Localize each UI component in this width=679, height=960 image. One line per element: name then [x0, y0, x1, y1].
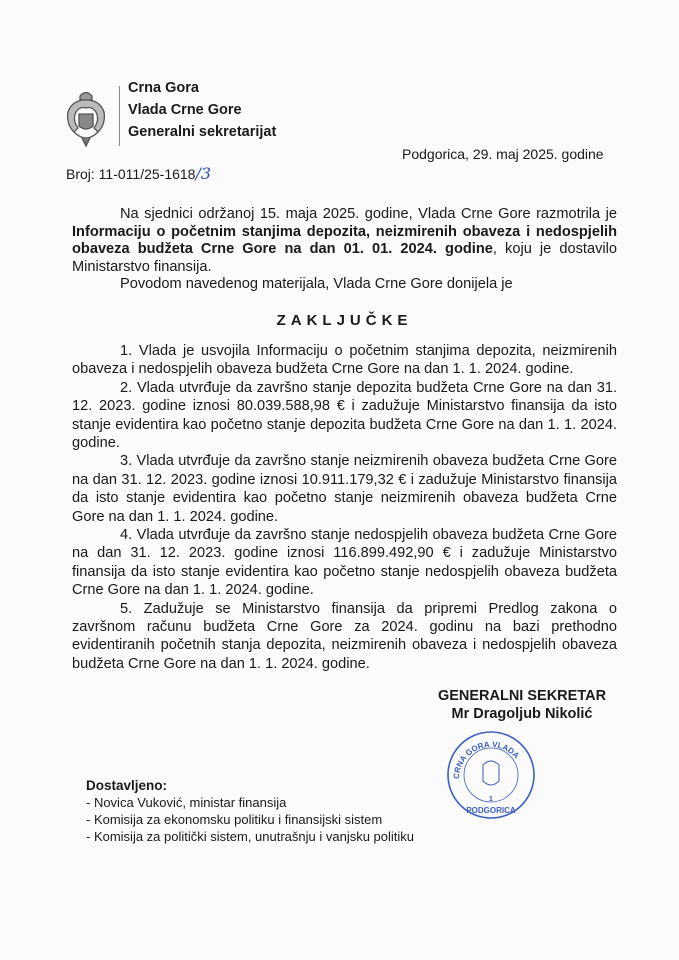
handwritten-suffix: /3: [195, 164, 212, 183]
header-government: Vlada Crne Gore: [128, 102, 242, 118]
conclusions-list: [72, 342, 617, 673]
conclusion-item: 5. Zadužuje se Ministarstvo finansija da pripremi Predlog zakona o završnom računu budžeta Crne Gore za 2024. godinu na bazi prethodno evidentiranih početnih stanja depozita, neizmirenih obaveza i nedospjelih obaveza budžeta Crne Gore na dan 1. 1. 2024. godine.: [72, 600, 617, 672]
intro-text-end: , koju je dostavilo Ministarstvo finansija.: [72, 241, 617, 275]
footer-row: [72, 729, 617, 845]
header-office: Generalni sekretarijat: [128, 124, 277, 140]
official-stamp: [445, 729, 537, 821]
montenegro-coat-of-arms-icon: [62, 88, 110, 148]
header-divider: [119, 86, 120, 146]
conclusion-item: 2. Vlada utvrđuje da završno stanje depozita budžeta Crne Gore na dan 31. 12. 2023. godine iznosi 80.039.588,98 € i zadužuje Ministarstvo finansija da isto stanje evidentira kao početno stanje depozita budžeta Crne Gore na dan 1. 1. 2024. godine.: [72, 379, 617, 451]
conclusion-item: 1. Vlada je usvojila Informaciju o početnim stanjima depozita, neizmirenih obaveza i nedospjelih obaveza budžeta Crne Gore na dan 1. 1. 2024. godine.: [72, 342, 617, 378]
signatory-name: Mr Dragoljub Nikolić: [451, 706, 593, 723]
stamp-number: 1: [489, 796, 493, 804]
header-country: Crna Gora: [128, 80, 199, 96]
intro-paragraph-2: Povodom navedenog materijala, Vlada Crne Gore donijela je: [120, 276, 513, 293]
distribution-item: - Komisija za ekonomsku politiku i finansijski sistem: [86, 812, 383, 828]
reference-number: [66, 164, 211, 183]
stamp-top-text: CRNA GORA VLADA: [451, 740, 521, 780]
intro-document-title: Informaciju o početnim stanjima depozita, neizmirenih obaveza i nedospjelih obaveza budžeta Crne Gore na dan 01. 01. 2024. godine: [72, 223, 617, 258]
intro-paragraph: [72, 206, 617, 276]
intro-section: [72, 206, 617, 294]
place-date: Podgorica, 29. maj 2025. godine: [402, 146, 604, 162]
signature-block: [427, 687, 617, 723]
document-body: [72, 206, 617, 845]
reference-number-text: Broj: 11-011/25-1618: [66, 166, 196, 182]
intro-text: Na sjednici održanoj 15. maja 2025. godine, Vlada Crne Gore razmotrila je: [120, 206, 617, 222]
distribution-item: - Novica Vuković, ministar finansija: [86, 795, 287, 811]
distribution-item: - Komisija za politički sistem, unutrašnju i vanjsku politiku: [86, 829, 415, 845]
distribution-title: Dostavljeno:: [86, 778, 168, 794]
conclusion-item: 3. Vlada utvrđuje da završno stanje neizmirenih obaveza budžeta Crne Gore na dan 31. 12. 2023. godine iznosi 10.911.179,32 € i zadužuje Ministarstvo finansija da isto stanje evidentira kao početno stanje neizmirenih obaveza budžeta Crne Gore na dan 1. 1. 2024. godine.: [72, 453, 617, 525]
svg-text:CRNA GORA VLADA: [452, 740, 521, 779]
signatory-title: GENERALNI SEKRETAR: [437, 688, 607, 705]
distribution-list: [86, 777, 414, 845]
stamp-bottom-text: PODGORICA: [466, 806, 516, 816]
conclusions-title: ZAKLJUČKE: [276, 311, 413, 329]
conclusion-item: 4. Vlada utvrđuje da završno stanje nedospjelih obaveza budžeta Crne Gore na dan 31. 12. 2023. godine iznosi 116.899.492,90 € i zadužuje Ministarstvo finansija da isto stanje evidentira kao početno stanje nedospjelih obaveza budžeta Crne Gore na dan 1. 1. 2024. godine.: [72, 527, 617, 599]
